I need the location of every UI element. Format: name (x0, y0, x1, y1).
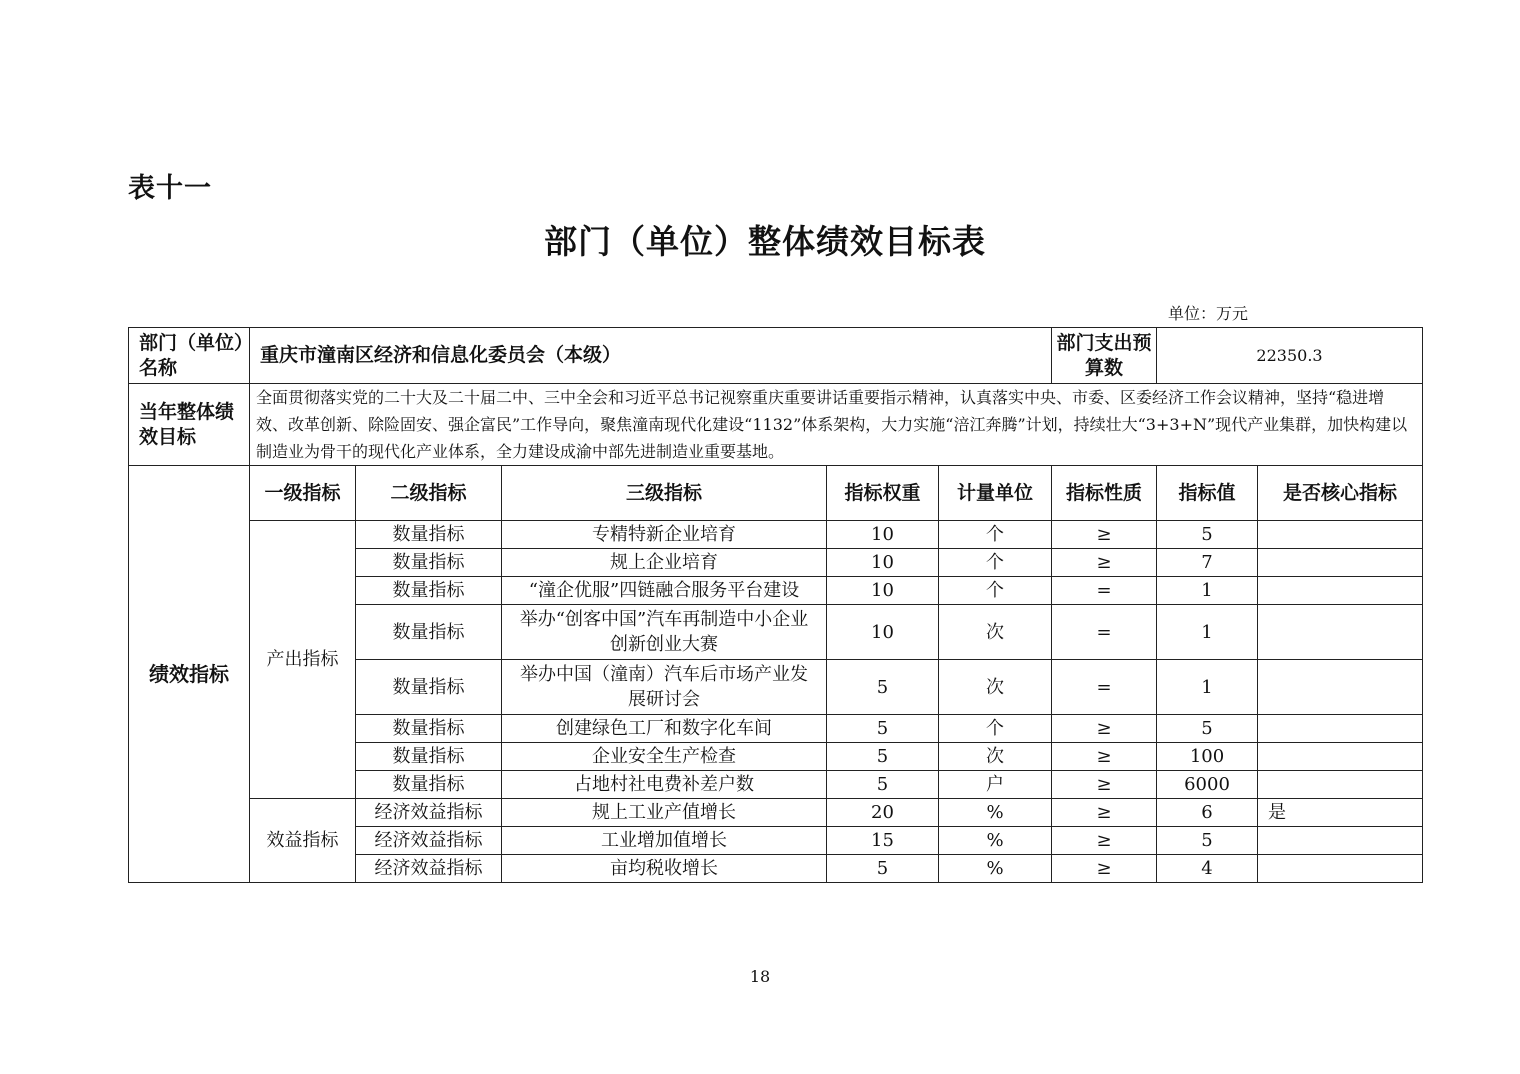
level3-indicator: 占地村社电费补差户数 (502, 771, 827, 799)
level3-indicator: 工业增加值增长 (502, 827, 827, 855)
indicator-value: 100 (1157, 743, 1258, 771)
level3-indicator: 企业安全生产检查 (502, 743, 827, 771)
budget-value: 22350.3 (1157, 328, 1423, 384)
level2-indicator: 数量指标 (356, 771, 502, 799)
indicator-weight: 5 (827, 660, 939, 715)
indicator-value: 5 (1157, 521, 1258, 549)
indicator-value: 5 (1157, 827, 1258, 855)
core-indicator-flag (1258, 855, 1423, 883)
level3-indicator: 举办中国（潼南）汽车后市场产业发展研讨会 (502, 660, 827, 715)
indicator-nature: ≥ (1052, 771, 1157, 799)
level3-indicator: 专精特新企业培育 (502, 521, 827, 549)
indicator-nature: = (1052, 577, 1157, 605)
core-indicator-flag (1258, 577, 1423, 605)
indicator-nature: = (1052, 605, 1157, 660)
indicator-nature: ≥ (1052, 715, 1157, 743)
page-title: 部门（单位）整体绩效目标表 (544, 222, 986, 261)
dept-name-value: 重庆市潼南区经济和信息化委员会（本级） (250, 328, 1052, 384)
level3-indicator: 亩均税收增长 (502, 855, 827, 883)
level2-indicator: 经济效益指标 (356, 827, 502, 855)
measure-unit: 个 (939, 715, 1052, 743)
indicator-weight: 15 (827, 827, 939, 855)
level2-indicator: 数量指标 (356, 521, 502, 549)
level3-indicator: “潼企优服”四链融合服务平台建设 (502, 577, 827, 605)
goal-text: 全面贯彻落实党的二十大及二十届二中、三中全会和习近平总书记视察重庆重要讲话重要指示精神，认真落实中央、市委、区委经济工作会议精神，坚持“稳进增效、改革创新、除险固安、强企富民”工作导向，聚焦潼南现代化建设“1132”体系架构，大力实施“涪江奔腾”计划，持续壮大“3+3+N”现代产业集群，加快构建以制造业为骨干的现代化产业体系，全力建设成渝中部先进制造业重要基地。 (250, 384, 1423, 466)
core-indicator-flag: 是 (1258, 799, 1423, 827)
indicator-value: 6000 (1157, 771, 1258, 799)
core-indicator-flag (1258, 549, 1423, 577)
measure-unit: 个 (939, 549, 1052, 577)
indicator-nature: ≥ (1052, 549, 1157, 577)
level1-indicator: 效益指标 (250, 799, 356, 883)
core-indicator-flag (1258, 827, 1423, 855)
measure-unit: 个 (939, 577, 1052, 605)
indicator-weight: 10 (827, 521, 939, 549)
measure-unit: % (939, 855, 1052, 883)
indicator-weight: 5 (827, 855, 939, 883)
indicator-section-label: 绩效指标 (129, 466, 250, 883)
indicator-value: 7 (1157, 549, 1258, 577)
header-level2: 二级指标 (356, 466, 502, 521)
indicator-weight: 10 (827, 549, 939, 577)
indicator-nature: ≥ (1052, 855, 1157, 883)
table-number-label: 表十一 (128, 173, 212, 204)
indicator-weight: 10 (827, 605, 939, 660)
level2-indicator: 数量指标 (356, 715, 502, 743)
indicator-nature: ≥ (1052, 521, 1157, 549)
measure-unit: 户 (939, 771, 1052, 799)
indicator-value: 1 (1157, 660, 1258, 715)
header-unit: 计量单位 (939, 466, 1052, 521)
level1-indicator: 产出指标 (250, 521, 356, 799)
header-level3: 三级指标 (502, 466, 827, 521)
core-indicator-flag (1258, 743, 1423, 771)
measure-unit: % (939, 799, 1052, 827)
indicator-weight: 5 (827, 715, 939, 743)
header-weight: 指标权重 (827, 466, 939, 521)
level2-indicator: 数量指标 (356, 743, 502, 771)
core-indicator-flag (1258, 660, 1423, 715)
indicator-nature: ≥ (1052, 799, 1157, 827)
measure-unit: 个 (939, 521, 1052, 549)
core-indicator-flag (1258, 605, 1423, 660)
indicator-nature: ≥ (1052, 743, 1157, 771)
core-indicator-flag (1258, 521, 1423, 549)
core-indicator-flag (1258, 715, 1423, 743)
level3-indicator: 规上工业产值增长 (502, 799, 827, 827)
table-row (129, 521, 1423, 549)
header-core: 是否核心指标 (1258, 466, 1423, 521)
measure-unit: 次 (939, 605, 1052, 660)
measure-unit: 次 (939, 743, 1052, 771)
indicator-weight: 5 (827, 771, 939, 799)
indicator-value: 1 (1157, 605, 1258, 660)
budget-label: 部门支出预算数 (1052, 328, 1157, 384)
indicator-weight: 10 (827, 577, 939, 605)
level2-indicator: 数量指标 (356, 549, 502, 577)
level2-indicator: 经济效益指标 (356, 799, 502, 827)
level2-indicator: 数量指标 (356, 660, 502, 715)
indicator-weight: 20 (827, 799, 939, 827)
page-number: 18 (749, 967, 771, 986)
core-indicator-flag (1258, 771, 1423, 799)
level3-indicator: 创建绿色工厂和数字化车间 (502, 715, 827, 743)
level3-indicator: 举办“创客中国”汽车再制造中小企业创新创业大赛 (502, 605, 827, 660)
measure-unit: 次 (939, 660, 1052, 715)
indicator-value: 5 (1157, 715, 1258, 743)
level2-indicator: 数量指标 (356, 605, 502, 660)
dept-name-label: 部门（单位）名称 (129, 328, 250, 384)
performance-target-table (128, 327, 1423, 883)
measure-unit: % (939, 827, 1052, 855)
unit-note: 单位：万元 (1168, 304, 1249, 323)
header-value: 指标值 (1157, 466, 1258, 521)
level2-indicator: 经济效益指标 (356, 855, 502, 883)
indicator-value: 4 (1157, 855, 1258, 883)
level3-indicator: 规上企业培育 (502, 549, 827, 577)
table-row (129, 799, 1423, 827)
header-nature: 指标性质 (1052, 466, 1157, 521)
header-level1: 一级指标 (250, 466, 356, 521)
indicator-nature: ≥ (1052, 827, 1157, 855)
indicator-value: 1 (1157, 577, 1258, 605)
indicator-nature: = (1052, 660, 1157, 715)
goal-label: 当年整体绩效目标 (129, 384, 250, 466)
level2-indicator: 数量指标 (356, 577, 502, 605)
indicator-weight: 5 (827, 743, 939, 771)
indicator-value: 6 (1157, 799, 1258, 827)
